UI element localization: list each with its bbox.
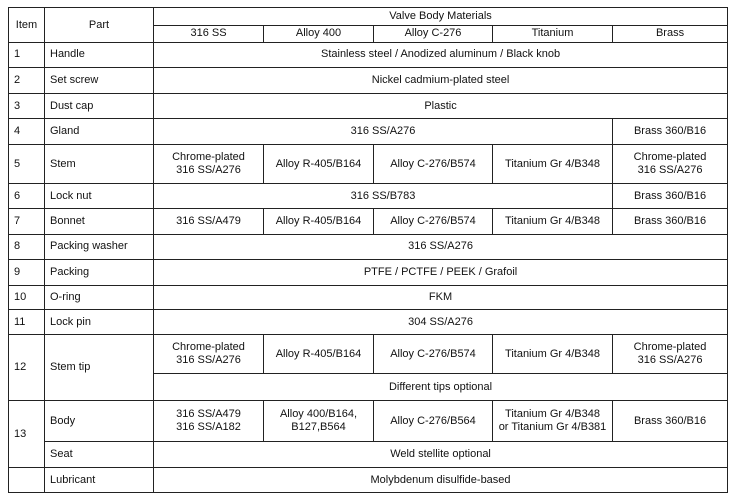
header-valve-body-materials: Valve Body Materials bbox=[154, 8, 728, 26]
item-number: 5 bbox=[9, 145, 45, 184]
part-name: Lock nut bbox=[45, 184, 154, 209]
material-316ss-to-titanium: 316 SS/A276 bbox=[154, 119, 613, 145]
header-alloy-400: Alloy 400 bbox=[264, 25, 374, 43]
part-name: Handle bbox=[45, 43, 154, 68]
table-row bbox=[9, 310, 728, 335]
part-name: Packing washer bbox=[45, 234, 154, 259]
table-row bbox=[9, 234, 728, 259]
material-alloy-c276: Alloy C-276/B574 bbox=[374, 145, 493, 184]
part-name: Bonnet bbox=[45, 209, 154, 235]
table-row bbox=[9, 442, 728, 468]
table-row bbox=[9, 43, 728, 68]
material-all: Stainless steel / Anodized aluminum / Black knob bbox=[154, 43, 728, 68]
item-number: 1 bbox=[9, 43, 45, 68]
item-number: 11 bbox=[9, 310, 45, 335]
material-alloy-c276: Alloy C-276/B564 bbox=[374, 401, 493, 442]
material-titanium: Titanium Gr 4/B348 or Titanium Gr 4/B381 bbox=[493, 401, 613, 442]
table-row bbox=[9, 67, 728, 93]
material-brass: Chrome-plated 316 SS/A276 bbox=[613, 335, 728, 374]
part-name: Stem tip bbox=[45, 335, 154, 401]
material-all: 316 SS/A276 bbox=[154, 234, 728, 259]
item-number bbox=[9, 468, 45, 493]
material-alloy-400: Alloy R-405/B164 bbox=[264, 209, 374, 235]
material-brass: Brass 360/B16 bbox=[613, 401, 728, 442]
table-row bbox=[9, 468, 728, 493]
material-316-ss: Chrome-plated 316 SS/A276 bbox=[154, 145, 264, 184]
material-alloy-400: Alloy R-405/B164 bbox=[264, 335, 374, 374]
material-all: FKM bbox=[154, 285, 728, 310]
part-name: Gland bbox=[45, 119, 154, 145]
item-number: 9 bbox=[9, 259, 45, 285]
material-brass: Brass 360/B16 bbox=[613, 119, 728, 145]
material-all: Nickel cadmium-plated steel bbox=[154, 67, 728, 93]
table-row bbox=[9, 145, 728, 184]
table-row bbox=[9, 184, 728, 209]
material-titanium: Titanium Gr 4/B348 bbox=[493, 335, 613, 374]
header-brass: Brass bbox=[613, 25, 728, 43]
table-row bbox=[9, 93, 728, 119]
material-alloy-c276: Alloy C-276/B574 bbox=[374, 209, 493, 235]
item-number: 10 bbox=[9, 285, 45, 310]
part-name: Packing bbox=[45, 259, 154, 285]
header-alloy-c276: Alloy C-276 bbox=[374, 25, 493, 43]
material-brass: Brass 360/B16 bbox=[613, 209, 728, 235]
material-all: Molybdenum disulfide-based bbox=[154, 468, 728, 493]
table-row bbox=[9, 285, 728, 310]
material-all: Weld stellite optional bbox=[154, 442, 728, 468]
part-name: Lock pin bbox=[45, 310, 154, 335]
material-316ss-to-titanium: 316 SS/B783 bbox=[154, 184, 613, 209]
part-name: Seat bbox=[45, 442, 154, 468]
part-name: Body bbox=[45, 401, 154, 442]
item-number: 4 bbox=[9, 119, 45, 145]
item-number: 7 bbox=[9, 209, 45, 235]
table-row bbox=[9, 119, 728, 145]
material-all: PTFE / PCTFE / PEEK / Grafoil bbox=[154, 259, 728, 285]
material-316-ss: 316 SS/A479 bbox=[154, 209, 264, 235]
part-name: Stem bbox=[45, 145, 154, 184]
material-brass: Chrome-plated 316 SS/A276 bbox=[613, 145, 728, 184]
material-titanium: Titanium Gr 4/B348 bbox=[493, 209, 613, 235]
item-number: 12 bbox=[9, 335, 45, 401]
valve-materials-table bbox=[8, 7, 728, 493]
material-brass: Brass 360/B16 bbox=[613, 184, 728, 209]
material-alloy-400: Alloy 400/B164, B127,B564 bbox=[264, 401, 374, 442]
header-item: Item bbox=[9, 8, 45, 43]
item-number: 2 bbox=[9, 67, 45, 93]
material-all: Plastic bbox=[154, 93, 728, 119]
table-row bbox=[9, 401, 728, 442]
item-number: 6 bbox=[9, 184, 45, 209]
part-name: Set screw bbox=[45, 67, 154, 93]
table-row bbox=[9, 209, 728, 235]
header-part: Part bbox=[45, 8, 154, 43]
header-316-ss: 316 SS bbox=[154, 25, 264, 43]
part-name: O-ring bbox=[45, 285, 154, 310]
stem-tip-note: Different tips optional bbox=[154, 374, 728, 401]
material-titanium: Titanium Gr 4/B348 bbox=[493, 145, 613, 184]
material-alloy-c276: Alloy C-276/B574 bbox=[374, 335, 493, 374]
material-all: 304 SS/A276 bbox=[154, 310, 728, 335]
part-name: Dust cap bbox=[45, 93, 154, 119]
material-316-ss: 316 SS/A479 316 SS/A182 bbox=[154, 401, 264, 442]
header-titanium: Titanium bbox=[493, 25, 613, 43]
item-number: 3 bbox=[9, 93, 45, 119]
part-name: Lubricant bbox=[45, 468, 154, 493]
material-alloy-400: Alloy R-405/B164 bbox=[264, 145, 374, 184]
item-number: 13 bbox=[9, 401, 45, 468]
table-row bbox=[9, 259, 728, 285]
material-316-ss: Chrome-plated 316 SS/A276 bbox=[154, 335, 264, 374]
table-row bbox=[9, 335, 728, 374]
item-number: 8 bbox=[9, 234, 45, 259]
